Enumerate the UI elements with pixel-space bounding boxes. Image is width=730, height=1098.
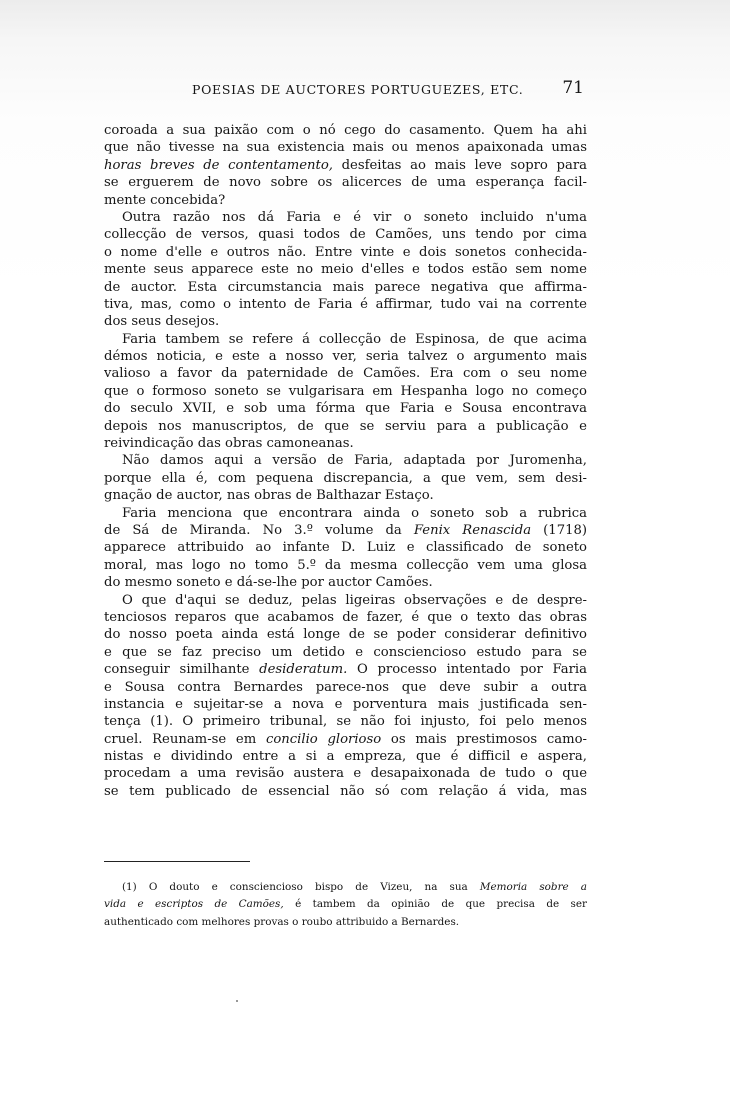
paper-speck (236, 1000, 238, 1002)
footnotes (104, 880, 587, 932)
text-line: collecção de versos, quasi todos de Camões, uns tendo por cima (104, 227, 587, 243)
text-line: Faria menciona que encontrara ainda o soneto sob a rubrica (122, 505, 587, 521)
italic-text: concilio glorioso (265, 731, 382, 747)
text-span: desfeitas ao mais leve sopro para (332, 157, 587, 173)
text-line (104, 897, 587, 914)
running-title: POESIAS DE AUCTORES PORTUGUEZES, ETC. (192, 82, 524, 97)
text-line: moral, mas logo no tomo 5.º da mesma collecção vem uma glosa (104, 557, 587, 573)
text-line: nistas e dividindo entre a si a empreza, que é difficil e aspera, (104, 749, 587, 765)
text-line: se erguerem de novo sobre os alicerces de uma esperança facil- (104, 175, 587, 191)
text-line: O que d'aqui se deduz, pelas ligeiras observações e de despre- (122, 592, 587, 608)
italic-text: horas breves de contentamento, (104, 157, 333, 173)
text-line: e que se faz preciso um detido e consciencioso estudo para se (104, 644, 587, 660)
text-line: tenciosos reparos que acabamos de fazer, é que o texto das obras (104, 609, 587, 625)
text-line: o nome d'elle e outros não. Entre vinte e dois sonetos conhecida- (104, 244, 587, 260)
text-line: tença (1). O primeiro tribunal, se não foi injusto, foi pelo menos (104, 714, 587, 730)
text-span: O processo intentado por Faria (347, 662, 587, 678)
text-line: mente concebida? (104, 192, 226, 208)
text-span: é tambem da opinião de que precisa de ser (283, 898, 587, 911)
text-line: Não damos aqui a versão de Faria, adaptada por Juromenha, (122, 453, 587, 469)
text-line: e Sousa contra Bernardes parece-nos que deve subir a outra (104, 679, 587, 695)
text-line: que não tivesse na sua existencia mais ou menos apaixonada umas (104, 140, 587, 156)
text-line: Outra razão nos dá Faria e é vir o soneto incluido n'uma (122, 209, 587, 225)
footnote-divider (104, 861, 250, 862)
text-line (104, 157, 587, 174)
text-line (104, 731, 587, 748)
text-line: depois nos manuscriptos, de que se serviu para a publicação e (104, 418, 587, 434)
text-line: coroada a sua paixão com o nó cego do casamento. Quem ha ahi (104, 123, 587, 138)
text-line: procedam a uma revisão austera e desapaixonada de tudo o que (104, 766, 587, 782)
page-number: 71 (562, 78, 584, 98)
text-line: do mesmo soneto e dá-se-lhe por auctor Camões. (104, 575, 433, 591)
text-line: mente seus apparece este no meio d'elles e todos estão sem nome (104, 262, 587, 278)
italic-text: Memoria sobre a (479, 881, 587, 893)
italic-text: vida e escriptos de Camões, (104, 898, 284, 911)
text-span: os mais prestimosos camo- (381, 731, 587, 747)
text-line (104, 880, 587, 897)
text-line: instancia e sujeitar-se a nova e porventura mais justificada sen- (104, 696, 587, 712)
text-line: do seculo XVII, e sob uma fórma que Faria e Sousa encontrava (104, 401, 587, 417)
text-line: gnação de auctor, nas obras de Balthazar Estaço. (104, 488, 434, 504)
text-span: (1) O douto e consciencioso bispo de Vizeu, na sua (122, 881, 480, 893)
text-span: de Sá de Miranda. No 3.º volume da (104, 522, 414, 538)
text-line: porque ella é, com pequena discrepancia, a que vem, sem desi- (104, 470, 587, 486)
text-line (104, 661, 587, 678)
text-span: conseguir similhante (104, 662, 260, 678)
text-line (104, 522, 587, 539)
text-line: que o formoso soneto se vulgarisara em Hespanha logo no começo (104, 383, 587, 399)
text-line: apparece attribuido ao infante D. Luiz e classificado de soneto (104, 540, 587, 556)
text-line: do nosso poeta ainda está longe de se poder considerar definitivo (104, 627, 587, 643)
text-line: Faria tambem se refere á collecção de Espinosa, de que acima (122, 331, 587, 347)
text-line: reivindicação das obras camoneanas. (104, 436, 354, 452)
italic-text: Fenix Renascida (413, 522, 532, 538)
text-span: cruel. Reunam-se em (104, 731, 266, 747)
text-line: tiva, mas, como o intento de Faria é affirmar, tudo vai na corrente (104, 296, 587, 312)
text-span: (1718) (531, 522, 587, 538)
italic-text: desideratum. (259, 662, 348, 678)
text-line: authenticado com melhores provas o roubo attribuido a Bernardes. (104, 915, 460, 928)
text-line: valioso a favor da paternidade de Camões. Era com o seu nome (104, 366, 587, 382)
text-line: démos noticia, e este a nosso ver, seria talvez o argumento mais (104, 349, 587, 365)
text-line: de auctor. Esta circumstancia mais parece negativa que affirma- (104, 279, 587, 295)
page-header (104, 78, 584, 102)
text-line: dos seus desejos. (104, 314, 220, 330)
text-line: se tem publicado de essencial não só com relação á vida, mas (104, 783, 587, 799)
body-text (104, 122, 587, 800)
